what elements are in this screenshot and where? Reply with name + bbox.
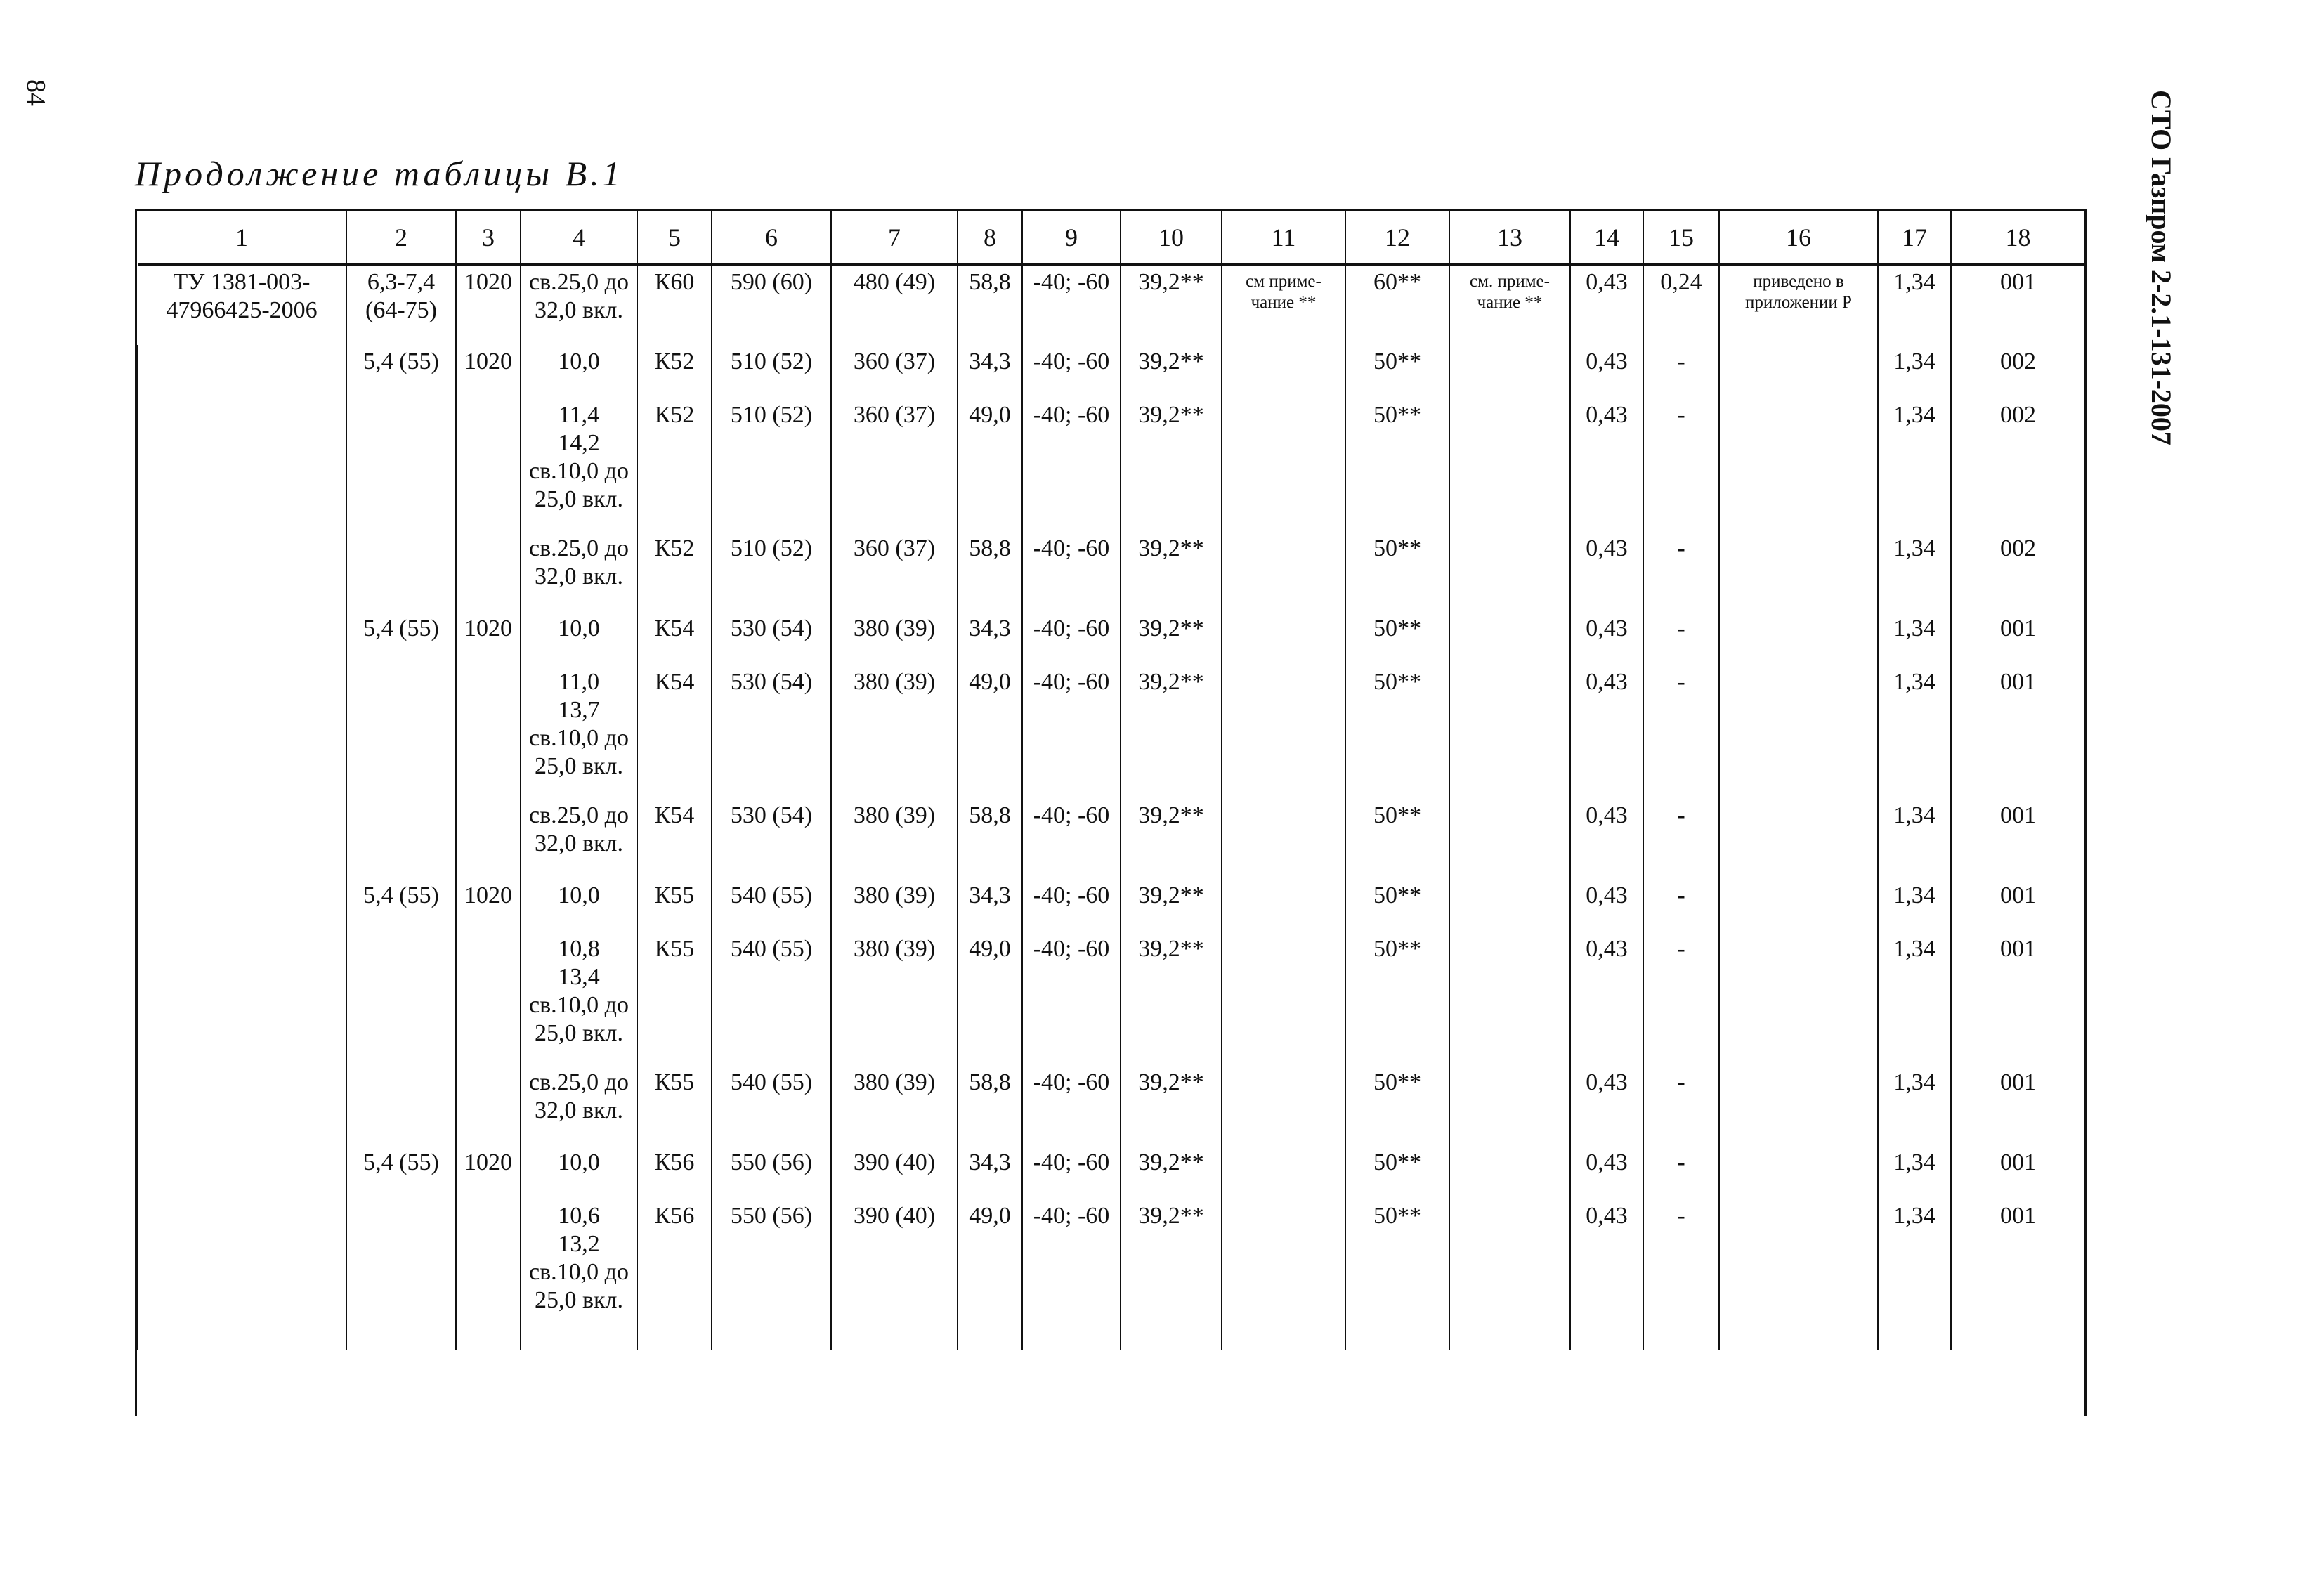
cell-row9-col13 [1449,932,1570,1066]
table-row [138,799,2085,879]
cell-row6-col13 [1449,665,1570,799]
cell-row2-col12: 50** [1345,345,1449,398]
cell-row5-col8: 34,3 [958,612,1022,665]
cell-row11-col11 [1222,1146,1345,1199]
column-header-2: 2 [346,211,456,265]
cell-row5-col2: 5,4 (55) [346,612,456,665]
cell-row4-col12: 50** [1345,532,1449,612]
cell-row2-col14: 0,43 [1570,345,1643,398]
cell-row12-col9: -40; -60 [1022,1199,1121,1350]
cell-row12-col15: - [1643,1199,1719,1350]
cell-row7-col13 [1449,799,1570,879]
cell-row7-col11 [1222,799,1345,879]
cell-row5-col15: - [1643,612,1719,665]
header-row [138,211,2085,265]
cell-row5-col17: 1,34 [1878,612,1951,665]
data-table [137,211,2086,1350]
cell-row5-col6: 530 (54) [712,612,831,665]
cell-row6-col18: 001 [1951,665,2085,799]
cell-row12-col12: 50** [1345,1199,1449,1350]
cell-row11-col10: 39,2** [1121,1146,1222,1199]
cell-row6-col8: 49,0 [958,665,1022,799]
cell-row12-col10: 39,2** [1121,1199,1222,1350]
table-row [138,1066,2085,1146]
cell-row8-col8: 34,3 [958,879,1022,932]
cell-row10-col10: 39,2** [1121,1066,1222,1146]
cell-row9-col3 [456,932,521,1066]
cell-row2-col5: К52 [637,345,712,398]
cell-row3-col17: 1,34 [1878,398,1951,532]
cell-row1-col4: св.25,0 до 32,0 вкл. [521,265,637,345]
cell-row1-col10: 39,2** [1121,265,1222,345]
column-header-5: 5 [637,211,712,265]
cell-row6-col15: - [1643,665,1719,799]
cell-row6-col6: 530 (54) [712,665,831,799]
cell-row7-col10: 39,2** [1121,799,1222,879]
cell-row6-col7: 380 (39) [831,665,958,799]
cell-row3-col13 [1449,398,1570,532]
cell-row10-col12: 50** [1345,1066,1449,1146]
table-row [138,879,2085,932]
cell-row2-col3: 1020 [456,345,521,398]
column-header-4: 4 [521,211,637,265]
column-header-9: 9 [1022,211,1121,265]
cell-row10-col13 [1449,1066,1570,1146]
cell-row12-col8: 49,0 [958,1199,1022,1350]
cell-row7-col8: 58,8 [958,799,1022,879]
cell-row12-col5: К56 [637,1199,712,1350]
cell-row8-col3: 1020 [456,879,521,932]
cell-row10-col2 [346,1066,456,1146]
cell-row7-col17: 1,34 [1878,799,1951,879]
cell-row7-col3 [456,799,521,879]
column-header-10: 10 [1121,211,1222,265]
cell-row5-col13 [1449,612,1570,665]
cell-row1-col11: см приме- чание ** [1222,265,1345,345]
table-row [138,398,2085,532]
cell-row10-col1 [138,1066,346,1146]
cell-row4-col3 [456,532,521,612]
cell-row5-col11 [1222,612,1345,665]
cell-row8-col9: -40; -60 [1022,879,1121,932]
cell-row8-col14: 0,43 [1570,879,1643,932]
cell-row4-col4: св.25,0 до 32,0 вкл. [521,532,637,612]
cell-row10-col17: 1,34 [1878,1066,1951,1146]
cell-row12-col4: 10,6 13,2 св.10,0 до 25,0 вкл. [521,1199,637,1350]
cell-row11-col16 [1719,1146,1878,1199]
cell-row12-col18: 001 [1951,1199,2085,1350]
cell-row3-col11 [1222,398,1345,532]
cell-row9-col16 [1719,932,1878,1066]
cell-row3-col3 [456,398,521,532]
cell-row4-col10: 39,2** [1121,532,1222,612]
cell-row9-col8: 49,0 [958,932,1022,1066]
table-row [138,932,2085,1066]
cell-row5-col10: 39,2** [1121,612,1222,665]
cell-row9-col17: 1,34 [1878,932,1951,1066]
cell-row2-col18: 002 [1951,345,2085,398]
cell-row11-col18: 001 [1951,1146,2085,1199]
cell-row12-col7: 390 (40) [831,1199,958,1350]
cell-row7-col15: - [1643,799,1719,879]
cell-row10-col7: 380 (39) [831,1066,958,1146]
cell-row4-col15: - [1643,532,1719,612]
cell-row8-col4: 10,0 [521,879,637,932]
cell-row2-col6: 510 (52) [712,345,831,398]
cell-row10-col5: К55 [637,1066,712,1146]
page-number: 84 [21,79,51,106]
cell-row5-col18: 001 [1951,612,2085,665]
cell-row8-col13 [1449,879,1570,932]
cell-row4-col11 [1222,532,1345,612]
cell-row9-col1 [138,932,346,1066]
column-header-11: 11 [1222,211,1345,265]
cell-row7-col1 [138,799,346,879]
cell-row3-col14: 0,43 [1570,398,1643,532]
cell-row5-col5: К54 [637,612,712,665]
cell-row1-col7: 480 (49) [831,265,958,345]
cell-row6-col16 [1719,665,1878,799]
cell-row12-col2 [346,1199,456,1350]
cell-row4-col2 [346,532,456,612]
cell-row3-col6: 510 (52) [712,398,831,532]
cell-row11-col14: 0,43 [1570,1146,1643,1199]
cell-row7-col18: 001 [1951,799,2085,879]
cell-row3-col2 [346,398,456,532]
cell-row8-col17: 1,34 [1878,879,1951,932]
cell-row9-col6: 540 (55) [712,932,831,1066]
cell-row3-col18: 002 [1951,398,2085,532]
cell-row9-col2 [346,932,456,1066]
cell-row10-col15: - [1643,1066,1719,1146]
cell-row6-col5: К54 [637,665,712,799]
table-caption: Продолжение таблицы В.1 [135,154,624,193]
cell-row6-col11 [1222,665,1345,799]
cell-row7-col5: К54 [637,799,712,879]
cell-row8-col10: 39,2** [1121,879,1222,932]
cell-row8-col16 [1719,879,1878,932]
cell-row10-col11 [1222,1066,1345,1146]
cell-row2-col9: -40; -60 [1022,345,1121,398]
column-header-12: 12 [1345,211,1449,265]
table-header [138,211,2085,265]
cell-row12-col3 [456,1199,521,1350]
cell-row9-col12: 50** [1345,932,1449,1066]
cell-row10-col6: 540 (55) [712,1066,831,1146]
column-header-1: 1 [138,211,346,265]
cell-row2-col4: 10,0 [521,345,637,398]
cell-row12-col14: 0,43 [1570,1199,1643,1350]
column-header-14: 14 [1570,211,1643,265]
cell-row6-col4: 11,0 13,7 св.10,0 до 25,0 вкл. [521,665,637,799]
cell-row12-col17: 1,34 [1878,1199,1951,1350]
cell-row6-col14: 0,43 [1570,665,1643,799]
cell-row6-col10: 39,2** [1121,665,1222,799]
cell-row4-col1 [138,532,346,612]
cell-row7-col16 [1719,799,1878,879]
cell-row4-col6: 510 (52) [712,532,831,612]
cell-row3-col4: 11,4 14,2 св.10,0 до 25,0 вкл. [521,398,637,532]
cell-row1-col2: 6,3-7,4 (64-75) [346,265,456,345]
cell-row4-col16 [1719,532,1878,612]
cell-row2-col7: 360 (37) [831,345,958,398]
cell-row3-col8: 49,0 [958,398,1022,532]
cell-row8-col6: 540 (55) [712,879,831,932]
cell-row10-col8: 58,8 [958,1066,1022,1146]
cell-row11-col9: -40; -60 [1022,1146,1121,1199]
cell-row12-col1 [138,1199,346,1350]
cell-row11-col17: 1,34 [1878,1146,1951,1199]
cell-row7-col2 [346,799,456,879]
cell-row7-col7: 380 (39) [831,799,958,879]
data-table-container [135,209,2087,1416]
cell-row6-col17: 1,34 [1878,665,1951,799]
cell-row3-col7: 360 (37) [831,398,958,532]
cell-row9-col11 [1222,932,1345,1066]
cell-row7-col6: 530 (54) [712,799,831,879]
cell-row5-col1 [138,612,346,665]
cell-row9-col15: - [1643,932,1719,1066]
cell-row11-col4: 10,0 [521,1146,637,1199]
cell-row1-col5: К60 [637,265,712,345]
table-row [138,1146,2085,1199]
cell-row3-col9: -40; -60 [1022,398,1121,532]
cell-row4-col9: -40; -60 [1022,532,1121,612]
cell-row8-col2: 5,4 (55) [346,879,456,932]
cell-row8-col12: 50** [1345,879,1449,932]
cell-row9-col18: 001 [1951,932,2085,1066]
cell-row4-col5: К52 [637,532,712,612]
cell-row9-col4: 10,8 13,4 св.10,0 до 25,0 вкл. [521,932,637,1066]
cell-row2-col10: 39,2** [1121,345,1222,398]
cell-row6-col12: 50** [1345,665,1449,799]
cell-row12-col13 [1449,1199,1570,1350]
cell-row1-col12: 60** [1345,265,1449,345]
cell-row11-col13 [1449,1146,1570,1199]
cell-row2-col8: 34,3 [958,345,1022,398]
cell-row1-col15: 0,24 [1643,265,1719,345]
cell-row6-col1 [138,665,346,799]
cell-row1-col3: 1020 [456,265,521,345]
cell-row5-col7: 380 (39) [831,612,958,665]
cell-row10-col4: св.25,0 до 32,0 вкл. [521,1066,637,1146]
cell-row12-col11 [1222,1199,1345,1350]
cell-row4-col13 [1449,532,1570,612]
cell-row11-col5: К56 [637,1146,712,1199]
column-header-16: 16 [1719,211,1878,265]
cell-row9-col5: К55 [637,932,712,1066]
column-header-15: 15 [1643,211,1719,265]
table-row [138,345,2085,398]
cell-row11-col3: 1020 [456,1146,521,1199]
cell-row1-col1: ТУ 1381-003- 47966425-2006 [138,265,346,345]
cell-row11-col2: 5,4 (55) [346,1146,456,1199]
cell-row8-col11 [1222,879,1345,932]
cell-row10-col14: 0,43 [1570,1066,1643,1146]
cell-row1-col14: 0,43 [1570,265,1643,345]
column-header-7: 7 [831,211,958,265]
cell-row5-col4: 10,0 [521,612,637,665]
cell-row9-col14: 0,43 [1570,932,1643,1066]
cell-row2-col15: - [1643,345,1719,398]
cell-row10-col9: -40; -60 [1022,1066,1121,1146]
table-body [138,265,2085,1350]
cell-row10-col18: 001 [1951,1066,2085,1146]
cell-row3-col1 [138,398,346,532]
cell-row3-col5: К52 [637,398,712,532]
cell-row11-col8: 34,3 [958,1146,1022,1199]
cell-row2-col13 [1449,345,1570,398]
cell-row7-col14: 0,43 [1570,799,1643,879]
table-row [138,1199,2085,1350]
cell-row5-col16 [1719,612,1878,665]
column-header-3: 3 [456,211,521,265]
cell-row2-col16 [1719,345,1878,398]
cell-row5-col3: 1020 [456,612,521,665]
document-code-text: СТО Газпром 2-2.1-131-2007 [2146,90,2177,445]
cell-row1-col16: приведено в приложении Р [1719,265,1878,345]
table-row [138,665,2085,799]
cell-row4-col14: 0,43 [1570,532,1643,612]
column-header-8: 8 [958,211,1022,265]
column-header-17: 17 [1878,211,1951,265]
cell-row1-col6: 590 (60) [712,265,831,345]
cell-row11-col12: 50** [1345,1146,1449,1199]
cell-row3-col10: 39,2** [1121,398,1222,532]
cell-row11-col1 [138,1146,346,1199]
cell-row11-col7: 390 (40) [831,1146,958,1199]
cell-row12-col16 [1719,1199,1878,1350]
cell-row3-col15: - [1643,398,1719,532]
cell-row11-col15: - [1643,1146,1719,1199]
cell-row2-col1 [138,345,346,398]
cell-row5-col14: 0,43 [1570,612,1643,665]
cell-row2-col17: 1,34 [1878,345,1951,398]
cell-row5-col12: 50** [1345,612,1449,665]
cell-row6-col9: -40; -60 [1022,665,1121,799]
cell-row3-col12: 50** [1345,398,1449,532]
cell-row9-col10: 39,2** [1121,932,1222,1066]
table-row [138,265,2085,345]
cell-row4-col18: 002 [1951,532,2085,612]
cell-row7-col9: -40; -60 [1022,799,1121,879]
cell-row2-col2: 5,4 (55) [346,345,456,398]
cell-row4-col8: 58,8 [958,532,1022,612]
cell-row1-col13: см. приме- чание ** [1449,265,1570,345]
cell-row4-col7: 360 (37) [831,532,958,612]
cell-row8-col7: 380 (39) [831,879,958,932]
cell-row9-col7: 380 (39) [831,932,958,1066]
cell-row1-col18: 001 [1951,265,2085,345]
cell-row2-col11 [1222,345,1345,398]
cell-row5-col9: -40; -60 [1022,612,1121,665]
cell-row9-col9: -40; -60 [1022,932,1121,1066]
cell-row10-col3 [456,1066,521,1146]
cell-row1-col9: -40; -60 [1022,265,1121,345]
cell-row6-col3 [456,665,521,799]
table-row [138,532,2085,612]
cell-row7-col4: св.25,0 до 32,0 вкл. [521,799,637,879]
cell-row10-col16 [1719,1066,1878,1146]
column-header-18: 18 [1951,211,2085,265]
cell-row3-col16 [1719,398,1878,532]
table-row [138,612,2085,665]
cell-row1-col8: 58,8 [958,265,1022,345]
cell-row1-col17: 1,34 [1878,265,1951,345]
column-header-13: 13 [1449,211,1570,265]
cell-row12-col6: 550 (56) [712,1199,831,1350]
cell-row6-col2 [346,665,456,799]
cell-row8-col1 [138,879,346,932]
column-header-6: 6 [712,211,831,265]
cell-row8-col15: - [1643,879,1719,932]
cell-row4-col17: 1,34 [1878,532,1951,612]
cell-row11-col6: 550 (56) [712,1146,831,1199]
cell-row8-col5: К55 [637,879,712,932]
cell-row7-col12: 50** [1345,799,1449,879]
cell-row8-col18: 001 [1951,879,2085,932]
